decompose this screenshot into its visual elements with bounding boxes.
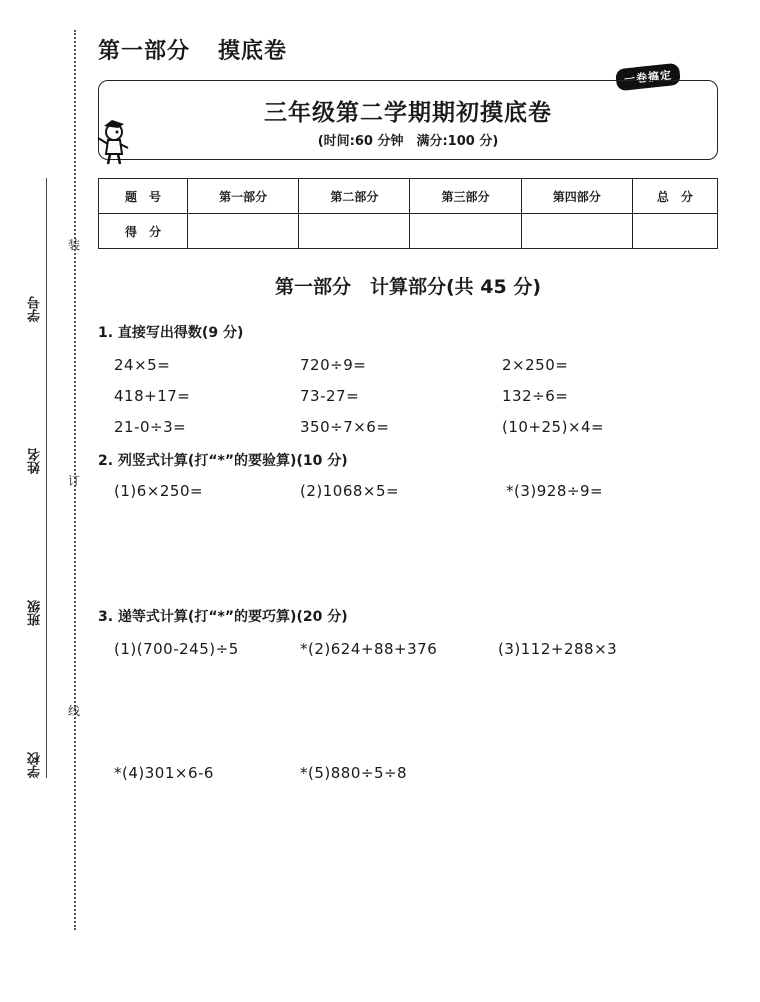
q3-item: *(2)624+88+376 <box>300 640 438 658</box>
binding-char-ding: 订 <box>68 474 81 488</box>
score-input-cell[interactable] <box>299 214 410 249</box>
score-input-cell[interactable] <box>632 214 717 249</box>
score-header-cell: 第一部分 <box>188 179 299 214</box>
score-table-header-row <box>99 179 718 214</box>
margin-label-name: 姓名 <box>28 448 43 474</box>
score-input-cell[interactable] <box>410 214 521 249</box>
exam-subtitle: (时间:60 分钟 满分:100 分) <box>317 134 499 149</box>
margin-label-student-id: 学号 <box>28 296 43 322</box>
part-title: 第一部分 计算部分(共 45 分) <box>274 276 542 298</box>
score-header-cell: 第三部分 <box>410 179 521 214</box>
margin-fill-line <box>46 178 47 778</box>
score-input-cell[interactable] <box>188 214 299 249</box>
section-header <box>98 34 287 65</box>
q2-item: (2)1068×5= <box>300 482 400 500</box>
q1-item: 2×250= <box>502 356 569 374</box>
q2-item: (1)6×250= <box>114 482 204 500</box>
q3-item: *(5)880÷5÷8 <box>300 764 408 782</box>
score-row-label: 得 分 <box>99 214 188 249</box>
section-label: 第一部分 <box>98 39 191 64</box>
q1-item: 418+17= <box>114 387 191 405</box>
score-header-cell: 题 号 <box>99 179 188 214</box>
score-table-score-row <box>99 214 718 249</box>
score-input-cell[interactable] <box>521 214 632 249</box>
q3-item: (1)(700-245)÷5 <box>114 640 239 658</box>
score-table <box>98 178 718 249</box>
score-header-cell: 总 分 <box>632 179 717 214</box>
binding-char-zhuang: 装 <box>68 238 81 252</box>
q2-title: 2. 列竖式计算(打“*”的要验算)(10 分) <box>98 453 348 469</box>
q2-item: *(3)928÷9= <box>506 482 604 500</box>
q1-title: 1. 直接写出得数(9 分) <box>98 325 244 341</box>
score-header-cell: 第二部分 <box>299 179 410 214</box>
margin-label-class: 班级 <box>28 600 43 626</box>
q1-item: 132÷6= <box>502 387 569 405</box>
q1-item: 24×5= <box>114 356 171 374</box>
section-name: 摸底卷 <box>218 39 288 64</box>
q1-item: 21-0÷3= <box>114 418 187 436</box>
q1-item: 350÷7×6= <box>300 418 390 436</box>
exam-title: 三年级第二学期期初摸底卷 <box>264 100 552 126</box>
binding-char-xian: 线 <box>68 704 81 718</box>
q1-item: 73-27= <box>300 387 360 405</box>
score-header-cell: 第四部分 <box>521 179 632 214</box>
q3-title: 3. 递等式计算(打“*”的要巧算)(20 分) <box>98 609 348 625</box>
q3-item: *(4)301×6-6 <box>114 764 214 782</box>
series-badge: 一卷搞定 <box>615 63 681 92</box>
margin-label-school: 学校 <box>28 752 43 778</box>
q3-item: (3)112+288×3 <box>498 640 618 658</box>
q1-item: (10+25)×4= <box>502 418 605 436</box>
q1-item: 720÷9= <box>300 356 367 374</box>
